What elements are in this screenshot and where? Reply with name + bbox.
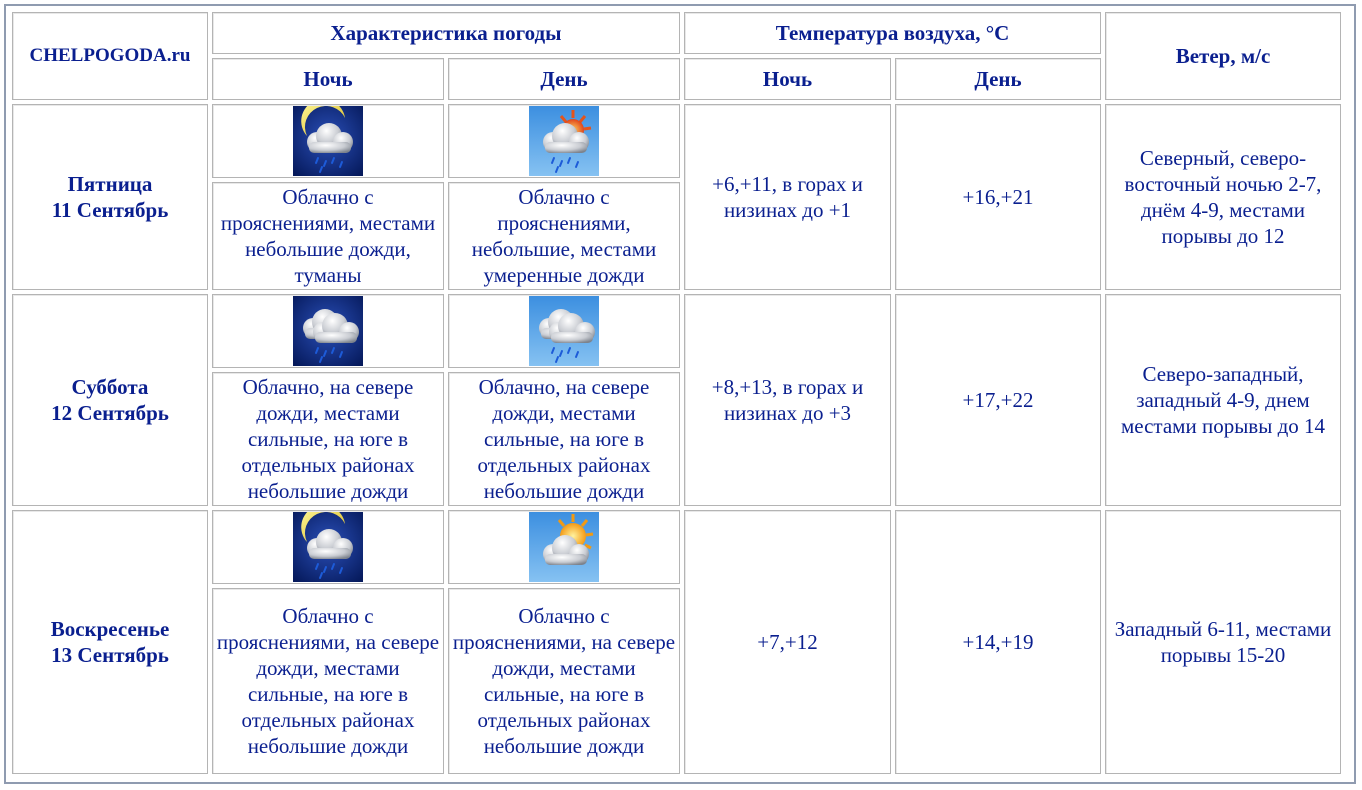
weekday: Суббота	[71, 375, 149, 399]
night-icon-cell	[212, 294, 444, 368]
night-icon-cell	[212, 510, 444, 584]
day-icon-cell	[448, 510, 680, 584]
weekday: Пятница	[67, 172, 153, 196]
day-description: Облачно, на севере дожди, местами сильные, на юге в отдельных районах небольшие дожди	[448, 372, 680, 506]
temp-day-header: День	[895, 58, 1101, 100]
site-brand: CHELPOGODA.ru	[12, 12, 208, 100]
day-icon-cell	[448, 104, 680, 178]
night-description: Облачно, на севере дожди, местами сильные, на юге в отдельных районах небольшие дожди	[212, 372, 444, 506]
temp-day: +17,+22	[895, 294, 1101, 506]
air-temperature-header: Температура воздуха, °C	[684, 12, 1101, 54]
sun-cloud-icon	[529, 512, 599, 582]
weather-characteristic-header: Характеристика погоды	[212, 12, 680, 54]
day-description: Облачно с прояснениями, небольшие, местами умеренные дожди	[448, 182, 680, 290]
day-label-saturday	[12, 294, 208, 506]
forecast-table	[8, 8, 1345, 778]
night-description: Облачно с прояснениями, на севере дожди, местами сильные, на юге в отдельных районах небольшие дожди	[212, 588, 444, 774]
wind-header: Ветер, м/с	[1105, 12, 1341, 100]
temp-night-header: Ночь	[684, 58, 891, 100]
day-label-sunday	[12, 510, 208, 774]
weekday: Воскресенье	[50, 617, 170, 641]
temp-night: +8,+13, в горах и низинах до +3	[684, 294, 891, 506]
day-icon-cell	[448, 294, 680, 368]
temp-night: +7,+12	[684, 510, 891, 774]
temp-day: +16,+21	[895, 104, 1101, 290]
weather-night-header: Ночь	[212, 58, 444, 100]
date: 13 Сентябрь	[51, 643, 169, 667]
night-icon-cell	[212, 104, 444, 178]
weather-day-header: День	[448, 58, 680, 100]
night-cloud-rain-icon	[293, 296, 363, 366]
night-description: Облачно с прояснениями, местами небольшие дожди, туманы	[212, 182, 444, 290]
temp-day: +14,+19	[895, 510, 1101, 774]
wind-description: Западный 6-11, местами порывы 15-20	[1105, 510, 1341, 774]
night-moon-cloud-rain-icon	[293, 512, 363, 582]
sun-cloud-rain-icon	[529, 106, 599, 176]
wind-description: Северо-западный, западный 4-9, днем местами порывы до 14	[1105, 294, 1341, 506]
date: 12 Сентябрь	[51, 401, 169, 425]
date: 11 Сентябрь	[51, 198, 169, 222]
temp-night: +6,+11, в горах и низинах до +1	[684, 104, 891, 290]
day-description: Облачно с прояснениями, на севере дожди, местами сильные, на юге в отдельных районах небольшие дожди	[448, 588, 680, 774]
wind-description: Северный, северо-восточный ночью 2-7, днём 4-9, местами порывы до 12	[1105, 104, 1341, 290]
night-moon-cloud-rain-icon	[293, 106, 363, 176]
day-label-friday	[12, 104, 208, 290]
cloud-rain-icon	[529, 296, 599, 366]
